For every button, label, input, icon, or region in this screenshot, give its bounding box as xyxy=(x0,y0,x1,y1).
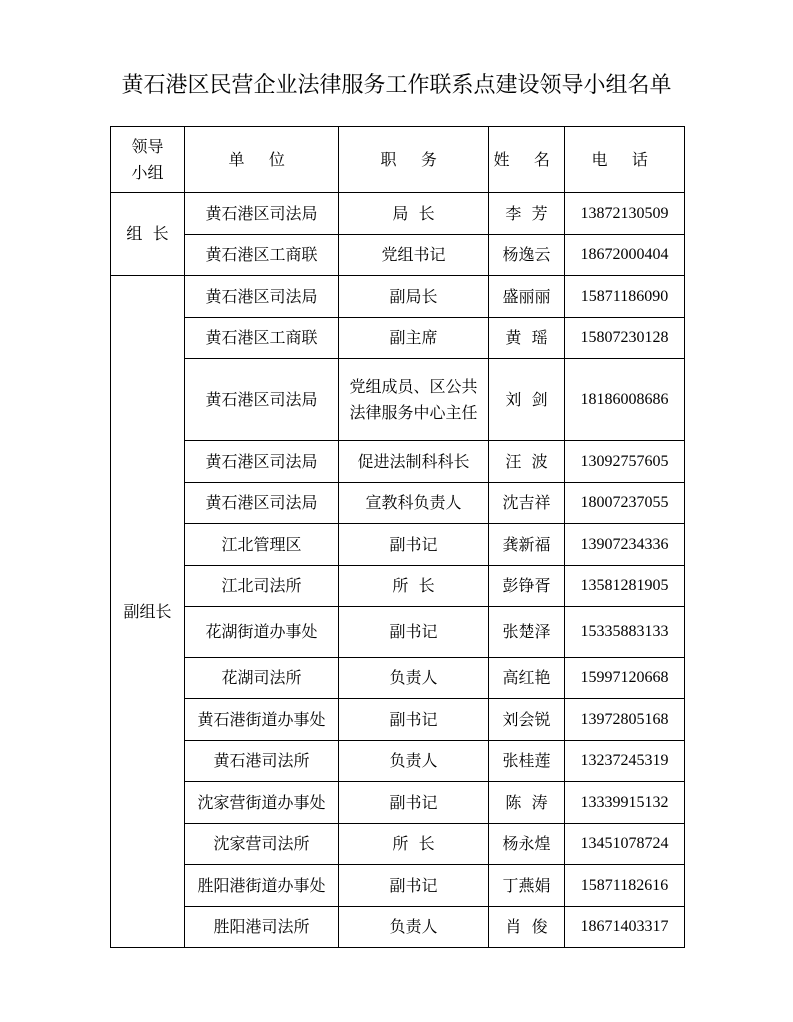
phone-cell: 15997120668 xyxy=(565,658,685,699)
name-cell: 彭铮胥 xyxy=(489,566,565,607)
name-cell: 龚新福 xyxy=(489,524,565,566)
unit-cell: 沈家营司法所 xyxy=(185,824,339,865)
table-row xyxy=(111,782,685,824)
name-cell: 李 芳 xyxy=(489,193,565,235)
table-row xyxy=(111,741,685,782)
position-cell: 宣教科负责人 xyxy=(339,483,489,524)
position-cell: 负责人 xyxy=(339,741,489,782)
name-cell: 刘会锐 xyxy=(489,699,565,741)
table-row xyxy=(111,865,685,907)
unit-cell: 胜阳港司法所 xyxy=(185,907,339,948)
name-cell: 盛丽丽 xyxy=(489,276,565,318)
name-cell: 肖 俊 xyxy=(489,907,565,948)
unit-cell: 沈家营街道办事处 xyxy=(185,782,339,824)
table-row xyxy=(111,318,685,359)
position-cell: 副书记 xyxy=(339,607,489,658)
unit-cell: 黄石港区司法局 xyxy=(185,359,339,441)
phone-cell: 13092757605 xyxy=(565,441,685,483)
name-cell: 张桂莲 xyxy=(489,741,565,782)
header-row xyxy=(111,127,685,193)
phone-cell: 15807230128 xyxy=(565,318,685,359)
leadership-table xyxy=(110,126,685,948)
table-row xyxy=(111,607,685,658)
unit-cell: 江北管理区 xyxy=(185,524,339,566)
header-group xyxy=(111,127,185,193)
unit-cell: 黄石港区司法局 xyxy=(185,193,339,235)
position-cell: 副书记 xyxy=(339,782,489,824)
position-cell xyxy=(339,359,489,441)
position-cell: 负责人 xyxy=(339,658,489,699)
phone-cell: 13972805168 xyxy=(565,699,685,741)
unit-cell: 黄石港区司法局 xyxy=(185,441,339,483)
position-cell: 局 长 xyxy=(339,193,489,235)
name-cell: 杨逸云 xyxy=(489,235,565,276)
position-cell: 副书记 xyxy=(339,524,489,566)
unit-cell: 黄石港司法所 xyxy=(185,741,339,782)
position-cell: 党组书记 xyxy=(339,235,489,276)
phone-cell: 18186008686 xyxy=(565,359,685,441)
phone-cell: 18007237055 xyxy=(565,483,685,524)
table-row xyxy=(111,566,685,607)
unit-cell: 黄石港区司法局 xyxy=(185,276,339,318)
name-cell: 沈吉祥 xyxy=(489,483,565,524)
position-cell: 负责人 xyxy=(339,907,489,948)
table-row xyxy=(111,524,685,566)
header-unit: 单 位 xyxy=(185,127,339,193)
group-label-deputy: 副组长 xyxy=(111,276,185,948)
header-group-line1: 领导 xyxy=(131,136,164,156)
table-row xyxy=(111,483,685,524)
table-row xyxy=(111,441,685,483)
name-cell: 高红艳 xyxy=(489,658,565,699)
name-cell: 汪 波 xyxy=(489,441,565,483)
phone-cell: 18672000404 xyxy=(565,235,685,276)
unit-cell: 黄石港街道办事处 xyxy=(185,699,339,741)
unit-cell: 黄石港区司法局 xyxy=(185,483,339,524)
phone-cell: 13581281905 xyxy=(565,566,685,607)
position-cell: 副主席 xyxy=(339,318,489,359)
page-title: 黄石港区民营企业法律服务工作联系点建设领导小组名单 xyxy=(121,73,672,98)
table-row xyxy=(111,824,685,865)
position-cell: 副书记 xyxy=(339,699,489,741)
position-cell: 副书记 xyxy=(339,865,489,907)
table-row xyxy=(111,276,685,318)
table-row xyxy=(111,193,685,235)
table-row xyxy=(111,699,685,741)
phone-cell: 15871186090 xyxy=(565,276,685,318)
header-name: 姓 名 xyxy=(489,127,565,193)
header-group-line2: 小组 xyxy=(131,162,164,182)
unit-cell: 花湖司法所 xyxy=(185,658,339,699)
position-cell: 副局长 xyxy=(339,276,489,318)
name-cell: 黄 瑶 xyxy=(489,318,565,359)
phone-cell: 13451078724 xyxy=(565,824,685,865)
position-cell: 所 长 xyxy=(339,824,489,865)
phone-cell: 13872130509 xyxy=(565,193,685,235)
unit-cell: 黄石港区工商联 xyxy=(185,318,339,359)
phone-cell: 18671403317 xyxy=(565,907,685,948)
table-row xyxy=(111,907,685,948)
name-cell: 丁燕娟 xyxy=(489,865,565,907)
name-cell: 陈 涛 xyxy=(489,782,565,824)
table-row xyxy=(111,359,685,441)
table-row xyxy=(111,658,685,699)
phone-cell: 13237245319 xyxy=(565,741,685,782)
header-phone: 电 话 xyxy=(565,127,685,193)
name-cell: 张楚泽 xyxy=(489,607,565,658)
unit-cell: 黄石港区工商联 xyxy=(185,235,339,276)
position-cell: 促进法制科科长 xyxy=(339,441,489,483)
position-line: 法律服务中心主任 xyxy=(349,402,478,422)
phone-cell: 15871182616 xyxy=(565,865,685,907)
unit-cell: 胜阳港街道办事处 xyxy=(185,865,339,907)
table-row xyxy=(111,235,685,276)
name-cell: 刘 剑 xyxy=(489,359,565,441)
name-cell: 杨永煌 xyxy=(489,824,565,865)
header-position: 职 务 xyxy=(339,127,489,193)
group-label-leader: 组 长 xyxy=(111,193,185,276)
phone-cell: 13907234336 xyxy=(565,524,685,566)
position-cell: 所 长 xyxy=(339,566,489,607)
phone-cell: 15335883133 xyxy=(565,607,685,658)
unit-cell: 江北司法所 xyxy=(185,566,339,607)
phone-cell: 13339915132 xyxy=(565,782,685,824)
position-line: 党组成员、区公共 xyxy=(349,376,478,396)
unit-cell: 花湖街道办事处 xyxy=(185,607,339,658)
